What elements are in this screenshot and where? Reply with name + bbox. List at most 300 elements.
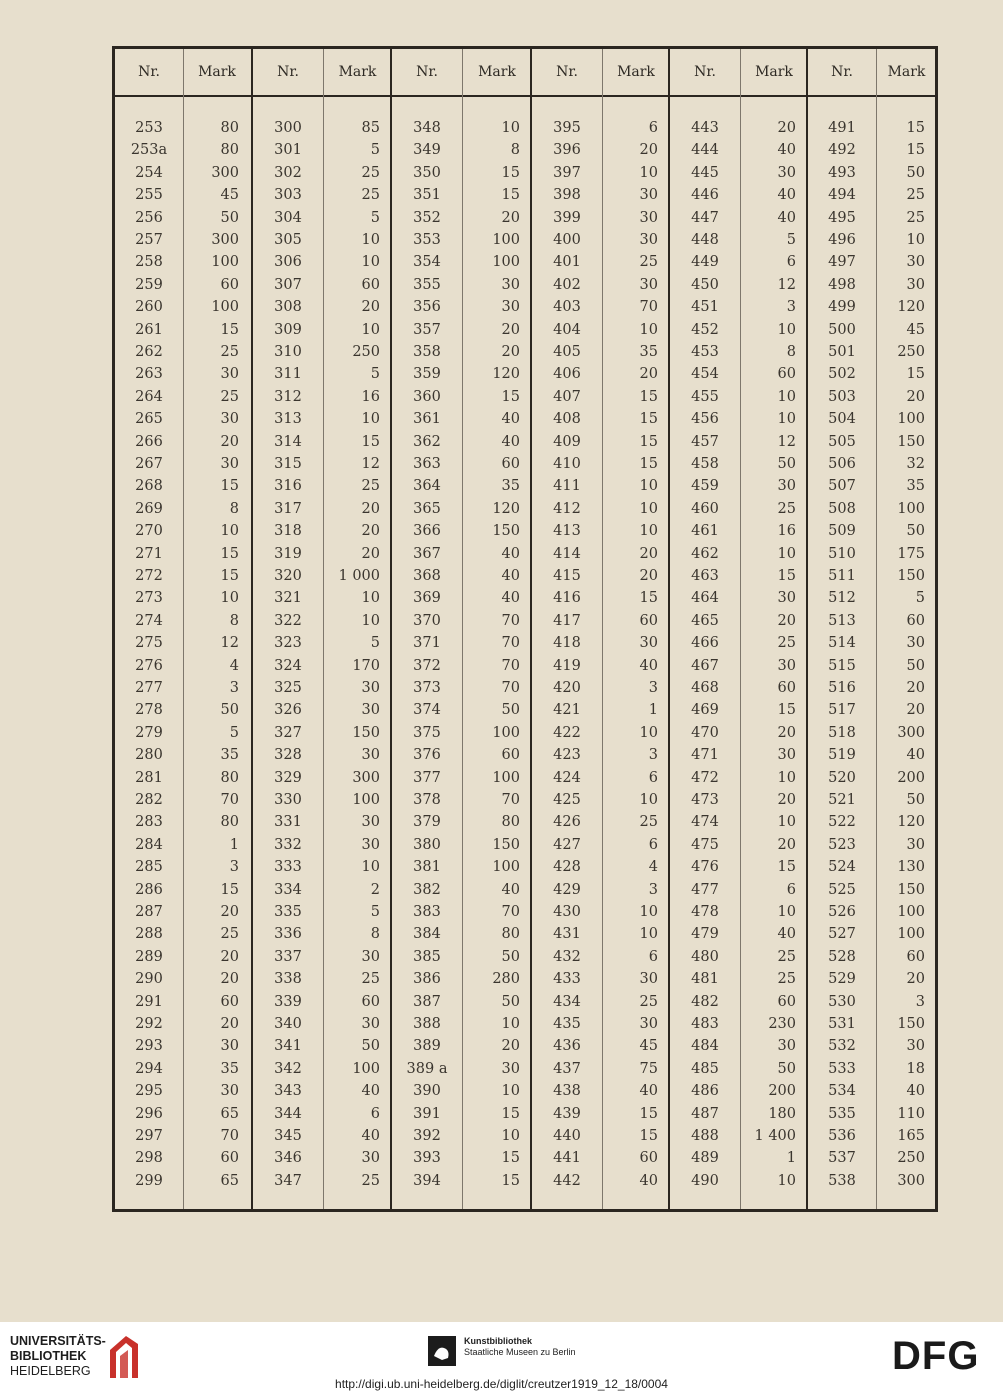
cell-mark: 10 — [639, 792, 658, 808]
cell-mark: 250 — [897, 1150, 925, 1167]
cell-nr: 420 — [553, 680, 581, 696]
cell-nr: 437 — [553, 1060, 581, 1077]
cell-nr: 330 — [274, 792, 302, 808]
cell-nr: 527 — [828, 926, 856, 943]
cell-nr: 345 — [274, 1128, 302, 1144]
cell-nr: 431 — [553, 926, 581, 943]
cell-nr: 357 — [413, 321, 441, 338]
cell-mark: 20 — [906, 702, 925, 719]
cell-mark: 200 — [768, 1083, 796, 1100]
header-mark: Mark — [478, 64, 516, 80]
cell-mark: 60 — [220, 276, 239, 293]
cell-mark: 25 — [220, 926, 239, 943]
cell-nr: 368 — [413, 568, 441, 584]
cell-nr: 324 — [274, 657, 302, 674]
cell-mark: 20 — [501, 1038, 520, 1055]
cell-mark: 300 — [897, 1172, 925, 1189]
cell-mark: 30 — [361, 1150, 380, 1167]
cell-mark: 10 — [361, 321, 380, 338]
cell-nr: 407 — [553, 388, 581, 405]
cell-mark: 280 — [492, 971, 520, 988]
column-group-3 — [390, 49, 530, 1209]
cell-nr: 346 — [274, 1150, 302, 1167]
ub-heidelberg-name[interactable] — [10, 1334, 106, 1379]
cell-nr: 427 — [553, 836, 581, 853]
cell-nr: 476 — [691, 859, 719, 876]
cell-mark: 40 — [501, 433, 520, 450]
cell-nr: 513 — [828, 612, 856, 629]
cell-mark: 30 — [361, 836, 380, 853]
cell-mark: 60 — [777, 993, 796, 1010]
cell-mark: 40 — [501, 545, 520, 562]
cell-nr: 465 — [691, 612, 719, 629]
cell-nr: 372 — [413, 657, 441, 674]
cell-mark: 30 — [777, 1038, 796, 1055]
cell-nr: 259 — [135, 276, 163, 293]
cell-mark: 30 — [906, 635, 925, 652]
cell-nr: 254 — [135, 164, 163, 181]
cell-nr: 256 — [135, 209, 163, 226]
cell-mark: 15 — [639, 388, 658, 405]
cell-mark: 1 — [786, 1150, 796, 1167]
cell-mark: 30 — [501, 1060, 520, 1077]
cell-nr: 424 — [553, 769, 581, 786]
cell-nr: 362 — [413, 433, 441, 450]
cell-nr: 439 — [553, 1105, 581, 1122]
cell-mark: 8 — [229, 500, 239, 517]
cell-mark: 70 — [220, 792, 239, 808]
cell-mark: 15 — [501, 187, 520, 204]
cell-mark: 3 — [648, 747, 658, 764]
header-nr: Nr. — [694, 64, 716, 80]
cell-nr: 381 — [413, 859, 441, 876]
cell-nr: 528 — [828, 948, 856, 965]
cell-mark: 10 — [501, 1016, 520, 1032]
cell-nr: 321 — [274, 590, 302, 607]
cell-mark: 10 — [777, 545, 796, 562]
cell-mark: 50 — [906, 657, 925, 674]
cell-nr: 526 — [828, 904, 856, 920]
cell-nr: 480 — [691, 948, 719, 965]
cell-nr: 342 — [274, 1060, 302, 1077]
cell-nr: 499 — [828, 299, 856, 316]
cell-mark: 35 — [639, 344, 658, 360]
cell-nr: 353 — [413, 232, 441, 248]
cell-mark: 30 — [220, 1083, 239, 1100]
column-group-4 — [530, 49, 668, 1209]
cell-nr: 447 — [691, 209, 719, 226]
cell-mark: 10 — [361, 254, 380, 271]
cell-mark: 150 — [492, 523, 520, 540]
cell-mark: 60 — [639, 1150, 658, 1167]
cell-nr: 396 — [553, 142, 581, 159]
cell-nr: 371 — [413, 635, 441, 652]
cell-mark: 80 — [501, 926, 520, 943]
column-group-5 — [668, 49, 806, 1209]
cell-mark: 60 — [639, 612, 658, 629]
cell-mark: 20 — [777, 836, 796, 853]
cell-mark: 20 — [777, 792, 796, 808]
cell-mark: 75 — [639, 1060, 658, 1077]
cell-mark: 170 — [352, 657, 380, 674]
cell-nr: 376 — [413, 747, 441, 764]
cell-nr: 507 — [828, 478, 856, 495]
cell-nr: 440 — [553, 1128, 581, 1144]
cell-nr: 336 — [274, 926, 302, 943]
column-group-2 — [251, 49, 390, 1209]
cell-nr: 391 — [413, 1105, 441, 1122]
cell-nr: 410 — [553, 456, 581, 472]
cell-mark: 100 — [492, 859, 520, 876]
cell-mark: 10 — [501, 1083, 520, 1100]
cell-mark: 15 — [639, 411, 658, 428]
cell-nr: 392 — [413, 1128, 441, 1144]
cell-mark: 50 — [220, 702, 239, 719]
cell-nr: 271 — [135, 545, 163, 562]
cell-nr: 272 — [135, 568, 163, 584]
cell-mark: 5 — [786, 232, 796, 248]
cell-mark: 25 — [361, 187, 380, 204]
cell-mark: 15 — [501, 388, 520, 405]
cell-nr: 316 — [274, 478, 302, 495]
cell-mark: 3 — [229, 859, 239, 876]
cell-nr: 508 — [828, 500, 856, 517]
cell-nr: 531 — [828, 1016, 856, 1032]
cell-nr: 411 — [553, 478, 581, 495]
cell-mark: 40 — [501, 590, 520, 607]
cell-mark: 10 — [639, 500, 658, 517]
cell-mark: 20 — [220, 904, 239, 920]
cell-mark: 15 — [906, 366, 925, 383]
cell-mark: 10 — [220, 590, 239, 607]
cell-nr: 474 — [691, 814, 719, 831]
cell-nr: 356 — [413, 299, 441, 316]
cell-mark: 20 — [639, 545, 658, 562]
cell-mark: 20 — [220, 433, 239, 450]
cell-mark: 180 — [768, 1105, 796, 1122]
cell-mark: 50 — [777, 456, 796, 472]
cell-nr: 432 — [553, 948, 581, 965]
cell-mark: 1 — [648, 702, 658, 719]
cell-nr: 466 — [691, 635, 719, 652]
cell-nr: 452 — [691, 321, 719, 338]
cell-mark: 70 — [501, 635, 520, 652]
kunstbibliothek-name[interactable] — [464, 1336, 576, 1358]
cell-mark: 100 — [897, 500, 925, 517]
cell-mark: 165 — [897, 1128, 925, 1144]
cell-nr: 382 — [413, 881, 441, 898]
ub-line-1: UNIVERSITÄTS- — [10, 1334, 106, 1348]
cell-mark: 30 — [361, 948, 380, 965]
cell-mark: 15 — [220, 478, 239, 495]
cell-mark: 20 — [639, 142, 658, 159]
cell-mark: 30 — [501, 276, 520, 293]
cell-nr: 436 — [553, 1038, 581, 1055]
cell-nr: 443 — [691, 120, 719, 136]
cell-nr: 428 — [553, 859, 581, 876]
cell-nr: 472 — [691, 769, 719, 786]
cell-mark: 40 — [501, 568, 520, 584]
cell-nr: 301 — [274, 142, 302, 159]
cell-mark: 30 — [906, 254, 925, 271]
cell-mark: 175 — [897, 545, 925, 562]
cell-mark: 25 — [639, 814, 658, 831]
cell-nr: 380 — [413, 836, 441, 853]
cell-mark: 60 — [501, 456, 520, 472]
cell-nr: 384 — [413, 926, 441, 943]
cell-mark: 15 — [220, 321, 239, 338]
cell-nr: 314 — [274, 433, 302, 450]
cell-mark: 15 — [220, 568, 239, 584]
cell-mark: 6 — [648, 948, 658, 965]
cell-mark: 8 — [229, 612, 239, 629]
cell-mark: 30 — [777, 164, 796, 181]
cell-mark: 20 — [361, 545, 380, 562]
cell-nr: 378 — [413, 792, 441, 808]
cell-nr: 350 — [413, 164, 441, 181]
digitization-footer — [0, 1322, 1003, 1394]
cell-mark: 100 — [897, 904, 925, 920]
cell-mark: 60 — [220, 1150, 239, 1167]
cell-mark: 16 — [777, 523, 796, 540]
cell-mark: 70 — [501, 904, 520, 920]
cell-nr: 404 — [553, 321, 581, 338]
cell-mark: 18 — [906, 1060, 925, 1077]
cell-mark: 15 — [906, 120, 925, 136]
cell-mark: 20 — [501, 209, 520, 226]
cell-nr: 471 — [691, 747, 719, 764]
cell-mark: 30 — [501, 299, 520, 316]
cell-nr: 423 — [553, 747, 581, 764]
cell-nr: 310 — [274, 344, 302, 360]
kb-line-2: Staatliche Museen zu Berlin — [464, 1347, 576, 1357]
cell-mark: 15 — [777, 702, 796, 719]
header-mark: Mark — [198, 64, 236, 80]
cell-mark: 30 — [639, 209, 658, 226]
cell-nr: 375 — [413, 724, 441, 741]
cell-mark: 45 — [906, 321, 925, 338]
cell-nr: 320 — [274, 568, 302, 584]
cell-nr: 417 — [553, 612, 581, 629]
cell-nr: 253a — [130, 142, 168, 159]
cell-mark: 35 — [906, 478, 925, 495]
cell-mark: 4 — [648, 859, 658, 876]
cell-nr: 533 — [828, 1060, 856, 1077]
cell-mark: 5 — [370, 209, 380, 226]
cell-mark: 15 — [220, 545, 239, 562]
cell-mark: 70 — [501, 657, 520, 674]
cell-nr: 309 — [274, 321, 302, 338]
cell-nr: 349 — [413, 142, 441, 159]
cell-mark: 45 — [639, 1038, 658, 1055]
cell-nr: 537 — [828, 1150, 856, 1167]
cell-mark: 70 — [501, 612, 520, 629]
cell-mark: 6 — [648, 769, 658, 786]
cell-nr: 323 — [274, 635, 302, 652]
cell-nr: 335 — [274, 904, 302, 920]
cell-mark: 80 — [220, 769, 239, 786]
cell-mark: 60 — [777, 366, 796, 383]
cell-mark: 30 — [220, 411, 239, 428]
cell-nr: 385 — [413, 948, 441, 965]
ub-line-2: BIBLIOTHEK — [10, 1349, 87, 1363]
cell-nr: 519 — [828, 747, 856, 764]
cell-mark: 1 400 — [754, 1128, 796, 1144]
cell-mark: 20 — [777, 724, 796, 741]
cell-nr: 343 — [274, 1083, 302, 1100]
cell-mark: 100 — [352, 792, 380, 808]
cell-mark: 30 — [220, 366, 239, 383]
cell-nr: 293 — [135, 1038, 163, 1055]
cell-nr: 516 — [828, 680, 856, 696]
cell-mark: 30 — [639, 635, 658, 652]
cell-mark: 80 — [220, 814, 239, 831]
cell-mark: 10 — [361, 411, 380, 428]
cell-mark: 25 — [361, 1172, 380, 1189]
cell-mark: 300 — [897, 724, 925, 741]
cell-mark: 3 — [229, 680, 239, 696]
cell-nr: 253 — [135, 120, 163, 136]
cell-nr: 448 — [691, 232, 719, 248]
cell-nr: 395 — [553, 120, 581, 136]
cell-mark: 15 — [501, 1172, 520, 1189]
cell-nr: 306 — [274, 254, 302, 271]
cell-nr: 434 — [553, 993, 581, 1010]
cell-nr: 515 — [828, 657, 856, 674]
cell-mark: 30 — [361, 680, 380, 696]
cell-mark: 12 — [777, 276, 796, 293]
cell-mark: 20 — [639, 366, 658, 383]
cell-mark: 2 — [370, 881, 380, 898]
ub-heidelberg-logo-icon[interactable] — [104, 1332, 140, 1382]
cell-nr: 331 — [274, 814, 302, 831]
cell-nr: 523 — [828, 836, 856, 853]
cell-nr: 525 — [828, 881, 856, 898]
cell-nr: 481 — [691, 971, 719, 988]
cell-nr: 491 — [828, 120, 856, 136]
cell-mark: 60 — [361, 276, 380, 293]
cell-nr: 289 — [135, 948, 163, 965]
cell-mark: 8 — [786, 344, 796, 360]
cell-mark: 150 — [352, 724, 380, 741]
cell-mark: 10 — [906, 232, 925, 248]
cell-nr: 475 — [691, 836, 719, 853]
cell-nr: 287 — [135, 904, 163, 920]
cell-mark: 30 — [639, 187, 658, 204]
cell-mark: 25 — [361, 971, 380, 988]
cell-mark: 30 — [639, 1016, 658, 1032]
cell-mark: 30 — [639, 276, 658, 293]
kunstbibliothek-logo-icon[interactable] — [428, 1336, 456, 1366]
cell-mark: 1 — [229, 836, 239, 853]
cell-nr: 505 — [828, 433, 856, 450]
cell-mark: 120 — [897, 299, 925, 316]
cell-nr: 421 — [553, 702, 581, 719]
cell-nr: 322 — [274, 612, 302, 629]
cell-mark: 100 — [492, 232, 520, 248]
cell-mark: 40 — [639, 1172, 658, 1189]
source-url[interactable]: http://digi.ub.uni-heidelberg.de/diglit/creutzer1919_12_18/0004 — [335, 1377, 668, 1391]
cell-mark: 100 — [211, 254, 239, 271]
cell-nr: 305 — [274, 232, 302, 248]
cell-mark: 50 — [220, 209, 239, 226]
cell-mark: 15 — [639, 1105, 658, 1122]
cell-mark: 30 — [361, 747, 380, 764]
cell-nr: 532 — [828, 1038, 856, 1055]
cell-nr: 285 — [135, 859, 163, 876]
cell-nr: 292 — [135, 1016, 163, 1032]
cell-mark: 10 — [777, 769, 796, 786]
cell-mark: 10 — [361, 859, 380, 876]
cell-nr: 374 — [413, 702, 441, 719]
cell-mark: 15 — [777, 568, 796, 584]
cell-nr: 425 — [553, 792, 581, 808]
cell-mark: 10 — [501, 120, 520, 136]
cell-mark: 40 — [777, 142, 796, 159]
cell-nr: 496 — [828, 232, 856, 248]
cell-nr: 283 — [135, 814, 163, 831]
cell-nr: 409 — [553, 433, 581, 450]
cell-mark: 6 — [786, 881, 796, 898]
cell-mark: 6 — [786, 254, 796, 271]
cell-nr: 299 — [135, 1172, 163, 1189]
cell-nr: 275 — [135, 635, 163, 652]
cell-nr: 389 a — [406, 1060, 448, 1077]
cell-mark: 150 — [897, 433, 925, 450]
cell-nr: 535 — [828, 1105, 856, 1122]
cell-nr: 369 — [413, 590, 441, 607]
cell-nr: 351 — [413, 187, 441, 204]
cell-nr: 363 — [413, 456, 441, 472]
cell-mark: 30 — [906, 836, 925, 853]
cell-mark: 40 — [361, 1083, 380, 1100]
cell-mark: 15 — [639, 456, 658, 472]
cell-nr: 524 — [828, 859, 856, 876]
cell-mark: 3 — [648, 881, 658, 898]
cell-mark: 5 — [370, 904, 380, 920]
cell-nr: 302 — [274, 164, 302, 181]
cell-nr: 415 — [553, 568, 581, 584]
cell-nr: 377 — [413, 769, 441, 786]
cell-mark: 10 — [639, 523, 658, 540]
cell-mark: 5 — [370, 635, 380, 652]
cell-nr: 352 — [413, 209, 441, 226]
cell-mark: 20 — [361, 500, 380, 517]
cell-nr: 490 — [691, 1172, 719, 1189]
cell-mark: 20 — [906, 971, 925, 988]
cell-mark: 150 — [897, 881, 925, 898]
cell-mark: 40 — [501, 881, 520, 898]
cell-mark: 50 — [777, 1060, 796, 1077]
cell-nr: 489 — [691, 1150, 719, 1167]
cell-nr: 510 — [828, 545, 856, 562]
cell-mark: 250 — [897, 344, 925, 360]
cell-mark: 5 — [370, 366, 380, 383]
cell-mark: 10 — [361, 590, 380, 607]
cell-nr: 286 — [135, 881, 163, 898]
cell-nr: 469 — [691, 702, 719, 719]
cell-nr: 426 — [553, 814, 581, 831]
cell-mark: 30 — [361, 702, 380, 719]
cell-nr: 304 — [274, 209, 302, 226]
dfg-logo[interactable]: DFG — [892, 1334, 980, 1378]
cell-nr: 294 — [135, 1060, 163, 1077]
cell-mark: 3 — [915, 993, 925, 1010]
cell-nr: 284 — [135, 836, 163, 853]
cell-nr: 405 — [553, 344, 581, 360]
cell-nr: 433 — [553, 971, 581, 988]
cell-mark: 15 — [906, 142, 925, 159]
